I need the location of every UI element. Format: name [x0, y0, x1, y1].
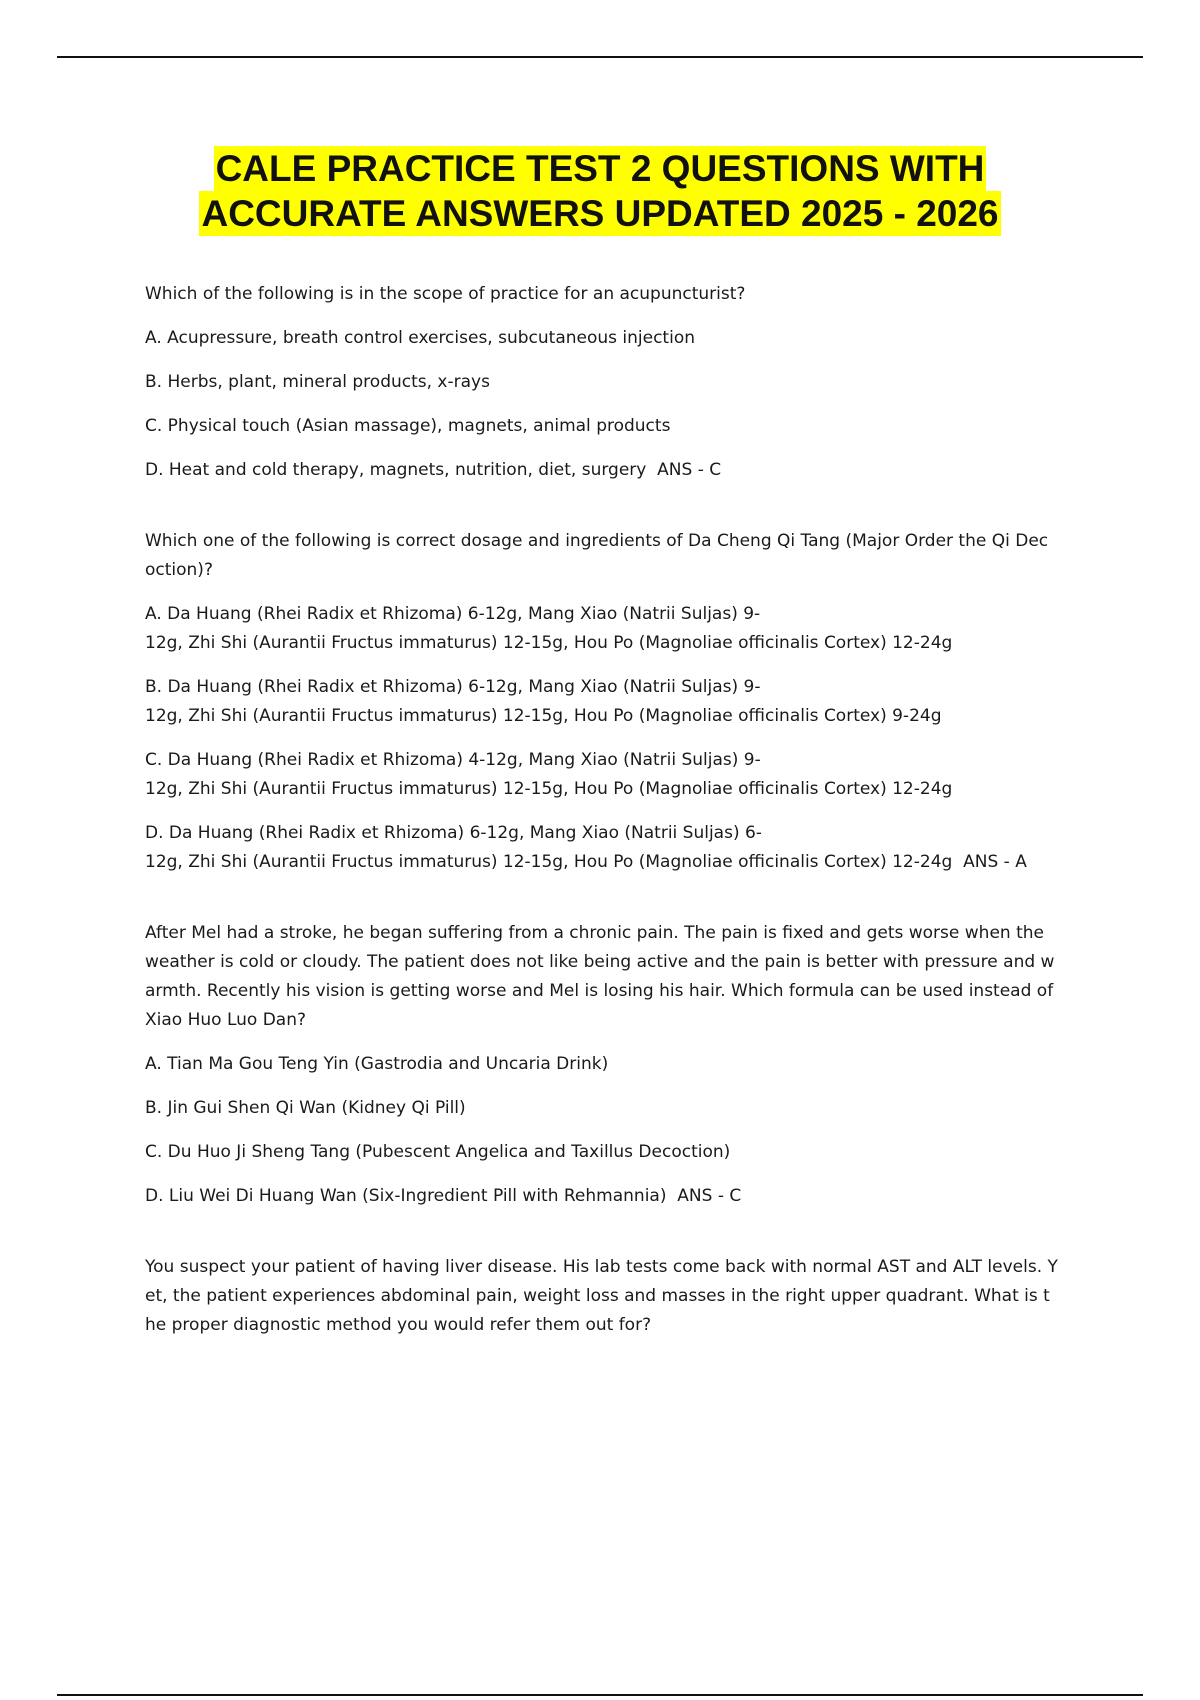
question-text-line: armth. Recently his vision is getting worse and Mel is losing his hair. Which formula can be used instead of [145, 981, 1054, 1001]
answer-label: ANS - C [677, 1186, 742, 1206]
question-text-line: Which of the following is in the scope of practice for an acupuncturist? [145, 284, 746, 304]
question-text [145, 919, 1095, 1035]
question-text-line: Which one of the following is correct dosage and ingredients of Da Cheng Qi Tang (Major Order the Qi Dec [145, 531, 1049, 551]
option-a [145, 324, 1095, 353]
option-d [145, 1182, 1095, 1211]
bottom-rule [57, 1694, 1143, 1696]
title-line-1: CALE PRACTICE TEST 2 QUESTIONS WITH [215, 148, 985, 189]
question-text-line: weather is cold or cloudy. The patient does not like being active and the pain is better with pressure and w [145, 952, 1055, 972]
question-text-line: et, the patient experiences abdominal pain, weight loss and masses in the right upper quadrant. What is t [145, 1286, 1050, 1306]
question-text-line: Xiao Huo Luo Dan? [145, 1010, 307, 1030]
option-b [145, 1094, 1095, 1123]
question-text-line: oction)? [145, 560, 213, 580]
option-line: D. Heat and cold therapy, magnets, nutrition, diet, surgery [145, 460, 647, 480]
question-3 [145, 919, 1095, 1211]
option-line: 12g, Zhi Shi (Aurantii Fructus immaturus) 12-15g, Hou Po (Magnoliae officinalis Cortex) 9-24g [145, 706, 942, 726]
option-line: A. Tian Ma Gou Teng Yin (Gastrodia and Uncaria Drink) [145, 1054, 609, 1074]
question-1 [145, 280, 1095, 485]
option-d [145, 819, 1095, 877]
question-text-line: he proper diagnostic method you would refer them out for? [145, 1315, 652, 1335]
option-c [145, 746, 1095, 804]
question-4 [145, 1253, 1095, 1340]
option-c [145, 412, 1095, 441]
question-2 [145, 527, 1095, 877]
option-line: 12g, Zhi Shi (Aurantii Fructus immaturus) 12-15g, Hou Po (Magnoliae officinalis Cortex) 12-24g [145, 852, 953, 872]
option-line: C. Du Huo Ji Sheng Tang (Pubescent Angelica and Taxillus Decoction) [145, 1142, 731, 1162]
answer-label: ANS - A [963, 852, 1027, 872]
option-a [145, 600, 1095, 658]
title-line-2: ACCURATE ANSWERS UPDATED 2025 - 2026 [201, 193, 999, 234]
question-text-line: You suspect your patient of having liver disease. His lab tests come back with normal AST and ALT levels. Y [145, 1257, 1058, 1277]
top-rule [57, 56, 1143, 58]
option-c [145, 1138, 1095, 1167]
option-b [145, 673, 1095, 731]
question-text [145, 280, 1095, 309]
question-text [145, 527, 1095, 585]
option-line: D. Da Huang (Rhei Radix et Rhizoma) 6-12g, Mang Xiao (Natrii Suljas) 6- [145, 823, 762, 843]
option-line: B. Da Huang (Rhei Radix et Rhizoma) 6-12g, Mang Xiao (Natrii Suljas) 9- [145, 677, 761, 697]
option-line: B. Herbs, plant, mineral products, x-rays [145, 372, 490, 392]
option-line: A. Da Huang (Rhei Radix et Rhizoma) 6-12g, Mang Xiao (Natrii Suljas) 9- [145, 604, 761, 624]
option-line: 12g, Zhi Shi (Aurantii Fructus immaturus) 12-15g, Hou Po (Magnoliae officinalis Cortex) 12-24g [145, 633, 953, 653]
option-a [145, 1050, 1095, 1079]
questions-list [145, 280, 1095, 1382]
option-d [145, 456, 1095, 485]
option-line: C. Da Huang (Rhei Radix et Rhizoma) 4-12g, Mang Xiao (Natrii Suljas) 9- [145, 750, 761, 770]
question-text-line: After Mel had a stroke, he began suffering from a chronic pain. The pain is fixed and gets worse when the [145, 923, 1044, 943]
option-line: B. Jin Gui Shen Qi Wan (Kidney Qi Pill) [145, 1098, 466, 1118]
option-line: A. Acupressure, breath control exercises, subcutaneous injection [145, 328, 695, 348]
page-title [0, 146, 1200, 236]
question-text [145, 1253, 1095, 1340]
option-b [145, 368, 1095, 397]
option-line: C. Physical touch (Asian massage), magnets, animal products [145, 416, 671, 436]
option-line: 12g, Zhi Shi (Aurantii Fructus immaturus) 12-15g, Hou Po (Magnoliae officinalis Cortex) 12-24g [145, 779, 953, 799]
option-line: D. Liu Wei Di Huang Wan (Six-Ingredient Pill with Rehmannia) [145, 1186, 667, 1206]
answer-label: ANS - C [657, 460, 722, 480]
